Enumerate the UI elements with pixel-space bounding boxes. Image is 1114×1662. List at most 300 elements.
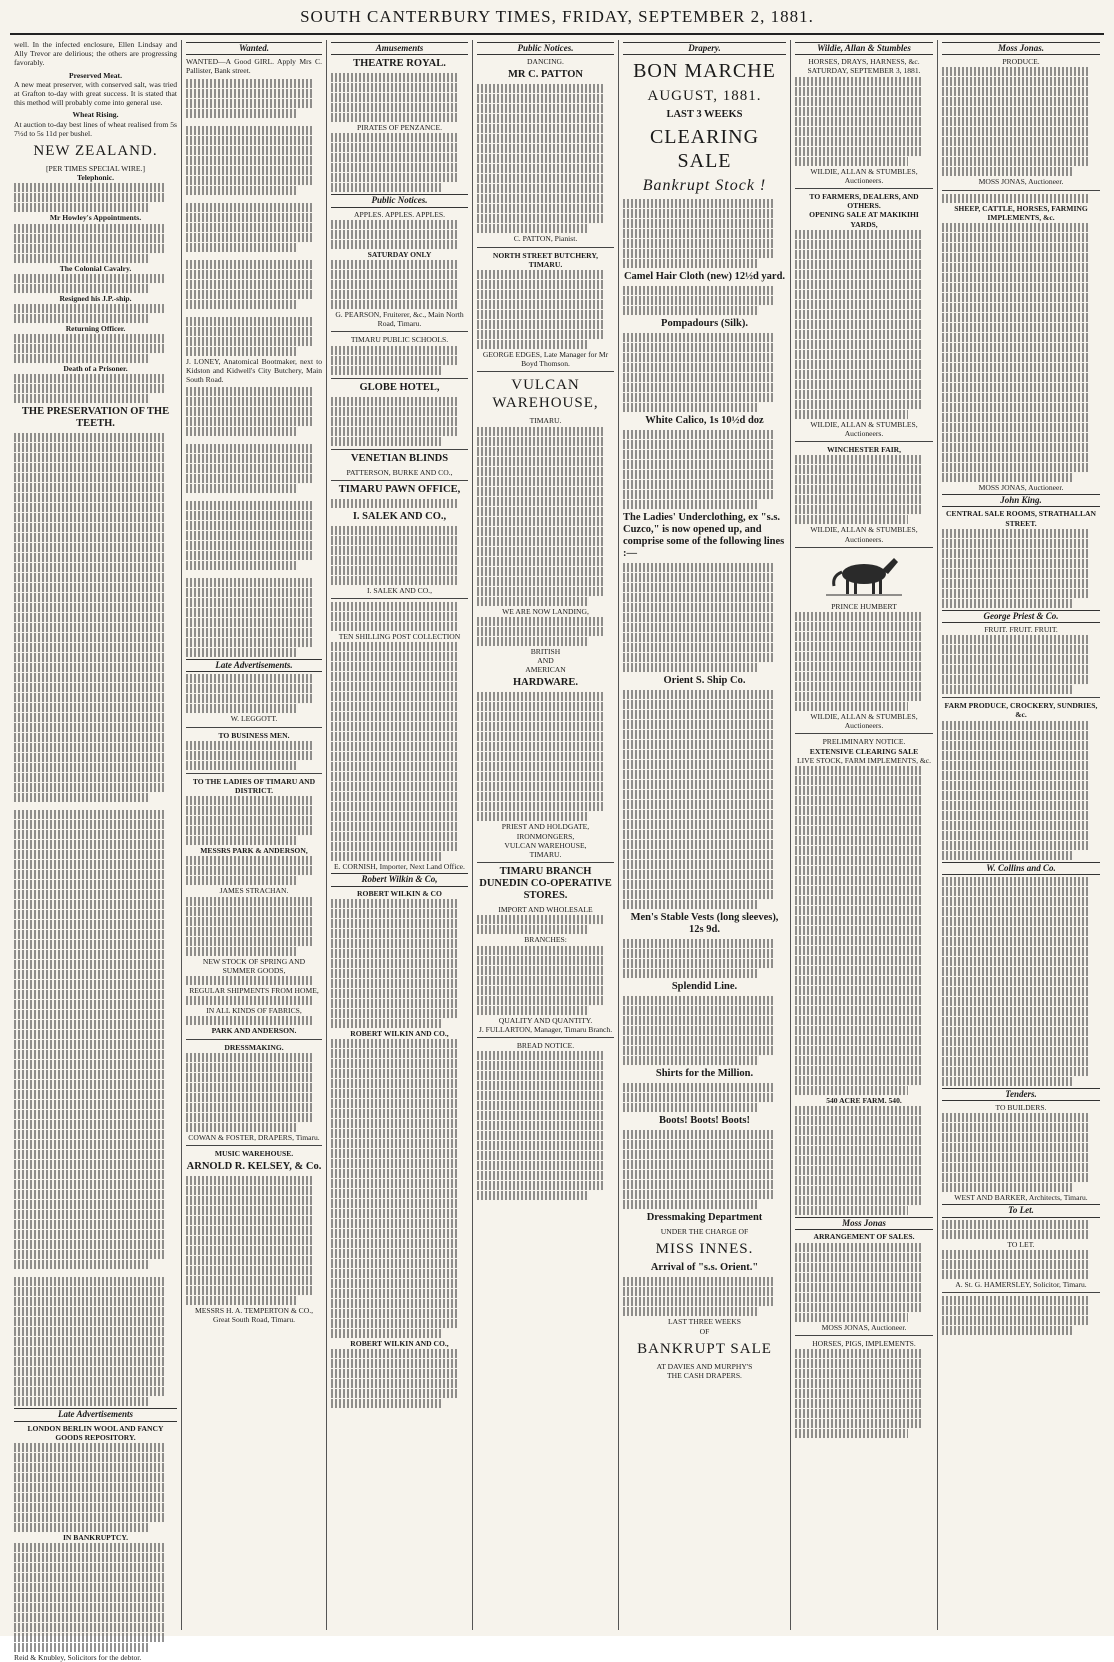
text-lines [14, 613, 166, 622]
heading-late-advertisements: Late Advertisements [14, 1408, 177, 1421]
text-lines [331, 153, 458, 162]
text-lines [795, 1016, 923, 1025]
text-lines [942, 453, 1089, 462]
text-lines [14, 224, 166, 233]
fruit-fruit: FRUIT. FRUIT. FRUIT. [984, 625, 1058, 635]
robert-wilkin-3: ROBERT WILKIN AND CO., [350, 1339, 449, 1349]
text-lines [331, 899, 458, 908]
text-lines [942, 549, 1089, 558]
text-lines [14, 254, 148, 263]
text-lines [331, 1139, 458, 1148]
text-lines [795, 1389, 923, 1398]
text-lines [477, 527, 604, 536]
text-lines [623, 353, 775, 362]
text-lines [186, 947, 298, 956]
text-lines [795, 692, 923, 701]
text-lines [186, 1196, 312, 1205]
text-lines [623, 969, 757, 978]
text-lines [942, 1027, 1089, 1036]
text-lines [186, 796, 312, 805]
text-lines [623, 1083, 775, 1092]
text-lines [477, 946, 604, 955]
text-lines [14, 603, 166, 612]
text-lines [942, 403, 1089, 412]
text-lines [14, 493, 166, 502]
text-lines [186, 233, 312, 242]
text-lines [795, 976, 923, 985]
text-lines [942, 589, 1089, 598]
text-lines [14, 1040, 166, 1049]
text-lines [795, 77, 923, 86]
text-lines [623, 820, 775, 829]
text-lines [14, 1623, 166, 1632]
text-lines [623, 1130, 775, 1139]
text-lines [331, 1229, 458, 1238]
text-lines [186, 99, 312, 108]
text-lines [623, 363, 775, 372]
text-lines [942, 253, 1089, 262]
text-lines [331, 1249, 458, 1258]
text-lines [623, 500, 757, 509]
text-lines [477, 702, 604, 711]
text-lines [14, 1513, 166, 1522]
heading-cavalry: The Colonial Cavalry. [59, 263, 132, 273]
text-lines [331, 832, 458, 841]
text-lines [477, 184, 604, 193]
text-lines [942, 665, 1089, 674]
text-lines [14, 673, 166, 682]
text-lines [795, 1313, 908, 1322]
text-lines [942, 1296, 1089, 1305]
text-lines [795, 320, 923, 329]
text-lines [795, 1369, 923, 1378]
text-lines [331, 499, 458, 508]
text-lines [331, 1089, 458, 1098]
text-lines [795, 280, 923, 289]
heading-w-collins: W. Collins and Co. [942, 862, 1100, 875]
text-lines [942, 917, 1089, 926]
newspaper-columns [10, 40, 1104, 1662]
text-lines [14, 1220, 166, 1229]
text-lines [623, 603, 775, 612]
text-lines [942, 821, 1089, 830]
text-lines [186, 300, 298, 309]
text-lines [795, 1399, 923, 1408]
text-lines [623, 653, 775, 662]
text-lines [186, 836, 298, 845]
regular-shipments: REGULAR SHIPMENTS FROM HOME, [189, 986, 319, 996]
text-lines [795, 1409, 923, 1418]
text-lines [14, 1277, 166, 1286]
text-lines [477, 1091, 604, 1100]
text-lines [477, 1061, 604, 1070]
text-lines [186, 243, 298, 252]
orient-ship: Orient S. Ship Co. [663, 675, 746, 687]
text-lines [186, 444, 312, 453]
pirates-penzance: PIRATES OF PENZANCE. [356, 123, 443, 133]
text-lines [623, 1056, 757, 1065]
text-lines [942, 947, 1089, 956]
text-lines [795, 1116, 923, 1125]
text-lines [942, 293, 1089, 302]
text-lines [477, 732, 604, 741]
text-lines [795, 946, 923, 955]
text-lines [186, 1226, 312, 1235]
text-lines [942, 77, 1089, 86]
text-lines [795, 1086, 908, 1095]
text-lines [331, 652, 458, 661]
text-lines [14, 1397, 148, 1406]
text-lines [795, 1349, 923, 1358]
text-lines [795, 896, 923, 905]
text-lines [14, 1473, 166, 1482]
text-lines [331, 1119, 458, 1128]
text-lines [186, 1286, 312, 1295]
text-lines [14, 1347, 166, 1356]
text-lines [14, 1080, 166, 1089]
text-lines [186, 1123, 298, 1132]
text-lines [14, 980, 166, 989]
text-lines [14, 1010, 166, 1019]
opening-sale: OPENING SALE AT MAKIKIHI YARDS, [809, 210, 919, 229]
text-lines [477, 752, 604, 761]
text-lines [331, 792, 458, 801]
text-lines [477, 507, 604, 516]
text-lines [942, 1017, 1089, 1026]
text-lines [14, 463, 166, 472]
text-lines [186, 1246, 312, 1255]
robert-wilkin-1: ROBERT WILKIN & CO [357, 888, 442, 898]
text-lines [795, 652, 923, 661]
text-lines [14, 1387, 166, 1396]
text-lines [623, 880, 775, 889]
text-lines [795, 127, 923, 136]
text-lines [477, 487, 604, 496]
text-lines [623, 1140, 775, 1149]
text-lines [795, 826, 923, 835]
text-lines [186, 484, 298, 493]
text-lines [14, 1210, 166, 1219]
last-3-weeks: LAST 3 WEEKS [666, 109, 743, 121]
text-lines [477, 447, 604, 456]
text-lines [623, 343, 775, 352]
text-lines [942, 313, 1089, 322]
text-lines [14, 723, 166, 732]
text-lines [477, 94, 604, 103]
text-lines [14, 1603, 166, 1612]
text-lines [942, 721, 1089, 730]
text-lines [14, 820, 166, 829]
text-lines [942, 117, 1089, 126]
text-lines [14, 1070, 166, 1079]
dressmaking-dept: Dressmaking Department [646, 1212, 763, 1224]
text-lines [477, 637, 589, 646]
to-builders: TO BUILDERS. [995, 1103, 1047, 1113]
text-lines [186, 1266, 312, 1275]
text-lines [942, 957, 1089, 966]
text-lines [186, 1296, 298, 1305]
loney-bootmaker: J. LONEY, Anatomical Bootmaker, next to Kidston and Kidwell's City Butchery, Main South Road. [186, 356, 322, 385]
text-lines [186, 598, 312, 607]
text-lines [942, 1007, 1089, 1016]
text-lines [477, 1151, 604, 1160]
text-lines [186, 126, 312, 135]
text-lines [186, 1186, 312, 1195]
text-lines [942, 977, 1089, 986]
text-lines [186, 109, 298, 118]
text-lines [331, 1399, 443, 1408]
text-lines [14, 244, 166, 253]
text-lines [14, 1593, 166, 1602]
now-landing: WE ARE NOW LANDING, [502, 606, 589, 616]
dancing: DANCING. [527, 57, 564, 67]
text-lines [795, 475, 923, 484]
text-lines [795, 622, 923, 631]
heading-death-prisoner: Death of a Prisoner. [63, 364, 128, 374]
text-lines [14, 623, 166, 632]
heading-moss-jonas-2: Moss Jonas [795, 1217, 933, 1230]
text-lines [331, 1349, 458, 1358]
text-lines [14, 1287, 166, 1296]
text-lines [477, 597, 589, 606]
text-lines [331, 1179, 458, 1188]
vulcan-warehouse-2: VULCAN WAREHOUSE, [504, 840, 587, 850]
text-lines [331, 762, 458, 771]
text-lines [331, 752, 458, 761]
text-lines [477, 340, 589, 349]
saturday-only: SATURDAY ONLY [367, 249, 432, 259]
text-lines [331, 1369, 458, 1378]
farm-produce: FARM PRODUCE, CROCKERY, SUNDRIES, &c. [944, 701, 1098, 720]
text-lines [942, 1270, 1089, 1279]
kelsey-co: ARNOLD R. KELSEY, & Co. [186, 1161, 322, 1173]
text-lines [942, 1173, 1089, 1182]
text-lines [942, 393, 1089, 402]
column-2 [182, 40, 327, 1630]
text-lines [331, 163, 458, 172]
was-signature-3: WILDIE, ALLAN & STUMBLES, Auctioneers. [810, 525, 918, 544]
text-lines [795, 906, 923, 915]
text-lines [795, 1156, 923, 1165]
text-lines [477, 772, 604, 781]
fullarton: J. FULLARTON, Manager, Timaru Branch. [478, 1024, 613, 1034]
text-lines [795, 1056, 923, 1065]
text-lines [623, 613, 775, 622]
george-edges: GEORGE EDGES, Late Manager for Mr Boyd Thomson. [482, 350, 609, 369]
text-lines [14, 1443, 166, 1452]
text-lines [795, 1379, 923, 1388]
text-lines [942, 1220, 1089, 1229]
text-lines [942, 967, 1089, 976]
text-lines [623, 996, 775, 1005]
text-lines [942, 323, 1089, 332]
text-lines [186, 1103, 312, 1112]
text-lines [14, 970, 166, 979]
text-lines [186, 521, 312, 530]
text-lines [623, 1006, 775, 1015]
text-lines [623, 440, 775, 449]
prince-humbert: PRINCE HUMBERT [831, 601, 897, 611]
text-lines [14, 1543, 166, 1552]
all-kinds-fabrics: IN ALL KINDS OF FABRICS, [206, 1006, 302, 1016]
text-lines [186, 156, 312, 165]
text-lines [795, 1206, 908, 1215]
text-lines [14, 703, 166, 712]
timaru-2: TIMARU. [529, 850, 562, 860]
heading-wanted: Wanted. [186, 42, 322, 55]
text-lines [795, 1026, 923, 1035]
text-lines [186, 1276, 312, 1285]
text-lines [623, 643, 775, 652]
text-lines [14, 1160, 166, 1169]
clearing-sale: CLEARING SALE [649, 126, 760, 173]
davies-murphy: AT DAVIES AND MURPHY'S [656, 1361, 753, 1371]
text-lines [186, 1063, 312, 1072]
text-lines [795, 846, 923, 855]
leggott-signature: W. LEGGOTT. [230, 714, 278, 724]
text-lines [942, 363, 1089, 372]
bankrupt-sale: BANKRUPT SALE [637, 1340, 772, 1357]
text-lines [186, 1083, 312, 1092]
text-lines [331, 133, 458, 142]
text-lines [942, 831, 1089, 840]
text-lines [14, 234, 166, 243]
text-lines [795, 97, 923, 106]
text-lines [942, 243, 1089, 252]
text-lines [623, 450, 775, 459]
text-lines [186, 146, 312, 155]
heading-late-ads-2: Late Advertisements. [186, 659, 322, 672]
text-lines [942, 1057, 1089, 1066]
text-lines [14, 1367, 166, 1376]
text-lines [331, 1279, 458, 1288]
text-lines [331, 1309, 458, 1318]
text-lines [623, 229, 775, 238]
dunedin-cooperative: TIMARU BRANCH DUNEDIN CO-OPERATIVE STORES. [479, 866, 612, 902]
august-1881: AUGUST, 1881. [647, 88, 762, 105]
text-lines [186, 704, 298, 713]
extensive-clearing: EXTENSIVE CLEARING SALE [809, 746, 919, 756]
text-lines [623, 209, 775, 218]
text-lines [477, 204, 604, 213]
text-lines [623, 583, 775, 592]
text-lines [331, 1219, 458, 1228]
text-lines [186, 806, 312, 815]
text-lines [942, 987, 1089, 996]
salek-co: I. SALEK AND CO., [352, 510, 447, 522]
text-lines [186, 907, 312, 916]
text-lines [14, 1553, 166, 1562]
text-lines [795, 1263, 923, 1272]
text-lines [186, 608, 312, 617]
text-lines [14, 523, 166, 532]
london-repository: LONDON BERLIN WOOL AND FANCY GOODS REPOSITORY. [27, 1423, 164, 1442]
text-lines [942, 801, 1089, 810]
text-lines [942, 1326, 1072, 1335]
text-lines [942, 1260, 1089, 1269]
text-lines [795, 1186, 923, 1195]
text-lines [477, 144, 604, 153]
text-lines [331, 1389, 458, 1398]
hamersley: A. St. G. HAMERSLEY, Solicitor, Timaru. [955, 1279, 1087, 1289]
text-lines [623, 286, 775, 295]
text-lines [331, 842, 458, 851]
text-lines [623, 1190, 775, 1199]
text-lines [477, 547, 604, 556]
text-lines [795, 137, 923, 146]
text-lines [477, 587, 604, 596]
text-lines [186, 674, 312, 683]
text-lines [331, 1099, 458, 1108]
text-lines [331, 1009, 458, 1018]
text-lines [795, 1273, 923, 1282]
text-lines [942, 373, 1089, 382]
text-lines [477, 1051, 604, 1060]
text-lines [331, 270, 458, 279]
text-lines [942, 937, 1089, 946]
text-lines [14, 653, 166, 662]
text-lines [331, 622, 458, 631]
text-lines [795, 632, 923, 641]
ladies-underclothing: The Ladies' Underclothing, ex "s.s. Cuzco," is now opened up, and comprise some of the following lines :— [623, 512, 785, 560]
preliminary-notice: PRELIMINARY NOTICE. [822, 737, 906, 747]
text-lines [186, 454, 312, 463]
text-lines [186, 186, 298, 195]
text-lines [331, 566, 458, 575]
text-lines [14, 830, 166, 839]
text-lines [14, 443, 166, 452]
text-lines [942, 1143, 1089, 1152]
text-lines [331, 300, 458, 309]
salek-co-sig: I. SALEK AND CO., [367, 585, 432, 595]
text-lines [942, 223, 1089, 232]
text-lines [795, 390, 923, 399]
text-lines [477, 712, 604, 721]
branches: BRANCHES: [524, 935, 567, 945]
text-lines [331, 722, 458, 731]
text-lines [14, 773, 166, 782]
text-lines [14, 920, 166, 929]
text-lines [623, 383, 775, 392]
text-lines [186, 1256, 312, 1265]
text-lines [942, 1123, 1089, 1132]
text-lines [331, 1049, 458, 1058]
text-lines [186, 751, 312, 760]
boots-boots: Boots! Boots! Boots! [659, 1115, 750, 1127]
text-lines [942, 771, 1089, 780]
text-lines [942, 1133, 1089, 1142]
text-lines [186, 996, 312, 1005]
text-lines [623, 403, 757, 412]
text-lines [331, 1039, 458, 1048]
to-let: TO LET. [1007, 1239, 1035, 1249]
text-lines [795, 796, 923, 805]
text-lines [623, 710, 775, 719]
text-lines [186, 203, 312, 212]
pearson-fruiterer: G. PEARSON, Fruiterer, &c., Main North Road, Timaru. [335, 310, 464, 329]
text-lines [623, 296, 775, 305]
globe-hotel: GLOBE HOTEL, [359, 381, 440, 393]
text-lines [331, 682, 458, 691]
text-lines [795, 1196, 923, 1205]
text-lines [942, 851, 1072, 860]
saturday-sept-3: SATURDAY, SEPTEMBER 3, 1881. [807, 66, 921, 76]
text-lines [477, 437, 604, 446]
text-lines [477, 742, 604, 751]
text-lines [795, 1046, 923, 1055]
text-lines [186, 327, 312, 336]
text-lines [942, 107, 1089, 116]
